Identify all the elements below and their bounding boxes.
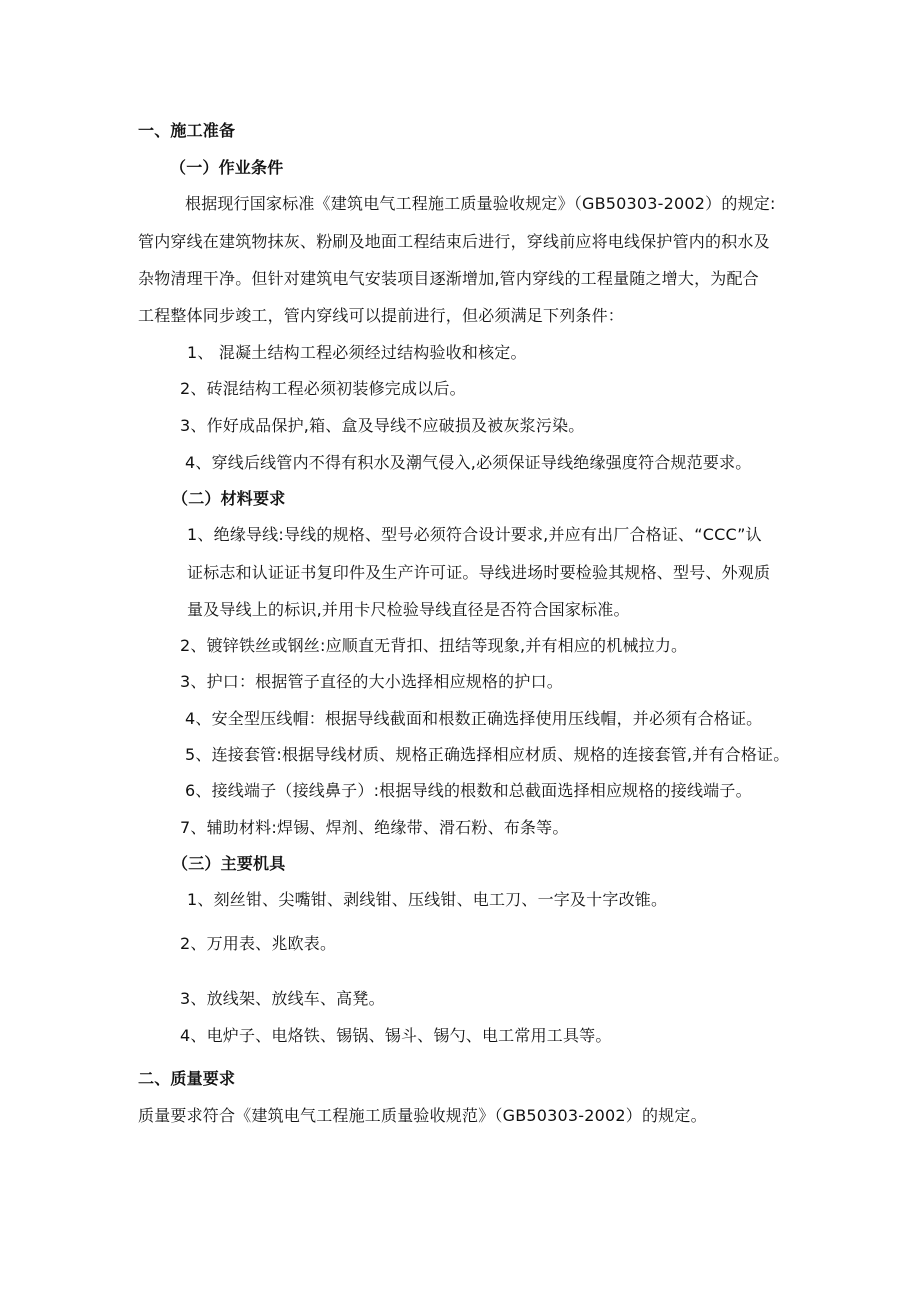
- list-item: 2、砖混结构工程必须初装修完成以后。: [180, 379, 466, 398]
- list-item: 1、刻丝钳、尖嘴钳、剥线钳、压线钳、电工刀、一字及十字改锥。: [187, 890, 668, 909]
- paragraph-line: 根据现行国家标准《建筑电气工程施工质量验收规定》（GB50303-2002）的规定:: [185, 194, 776, 213]
- paragraph-line: 管内穿线在建筑物抹灰、粉刷及地面工程结束后进行，穿线前应将电线保护管内的积水及: [138, 232, 770, 251]
- section-1-heading: 一、施工准备: [138, 121, 236, 140]
- list-item: 4、穿线后线管内不得有积水及潮气侵入,必须保证导线绝缘强度符合规范要求。: [185, 453, 752, 472]
- list-item: 6、接线端子（接线鼻子）:根据导线的根数和总截面选择相应规格的接线端子。: [185, 781, 752, 800]
- list-item-continuation: 量及导线上的标识,并用卡尺检验导线直径是否符合国家标准。: [187, 600, 630, 619]
- list-item: 3、放线架、放线车、高凳。: [180, 989, 385, 1008]
- list-item: 4、安全型压线帽：根据导线截面和根数正确选择使用压线帽，并必须有合格证。: [185, 709, 763, 728]
- paragraph-line: 质量要求符合《建筑电气工程施工质量验收规范》（GB50303-2002）的规定。: [138, 1106, 707, 1125]
- paragraph-line: 杂物清理干净。但针对建筑电气安装项目逐渐增加,管内穿线的工程量随之增大，为配合: [138, 269, 759, 288]
- list-item: 1、 混凝土结构工程必须经过结构验收和核定。: [187, 343, 527, 362]
- list-item-continuation: 证标志和认证证书复印件及生产许可证。导线进场时要检验其规格、型号、外观质: [187, 563, 771, 582]
- subsection-3-heading: （三）主要机具: [172, 854, 286, 873]
- list-item: 1、绝缘导线:导线的规格、型号必须符合设计要求,并应有出厂合格证、“CCC”认: [187, 525, 762, 544]
- list-item: 7、辅助材料:焊锡、焊剂、绝缘带、滑石粉、布条等。: [180, 818, 569, 837]
- list-item: 2、万用表、兆欧表。: [180, 934, 337, 953]
- section-2-heading: 二、质量要求: [138, 1069, 236, 1088]
- list-item: 3、护口：根据管子直径的大小选择相应规格的护口。: [180, 672, 563, 691]
- list-item: 5、连接套管:根据导线材质、规格正确选择相应材质、规格的连接套管,并有合格证。: [185, 745, 790, 764]
- subsection-1-heading: （一）作业条件: [170, 158, 284, 177]
- paragraph-line: 工程整体同步竣工，管内穿线可以提前进行，但必须满足下列条件：: [138, 306, 625, 325]
- subsection-2-heading: （二）材料要求: [172, 489, 286, 508]
- list-item: 4、电炉子、电烙铁、锡锅、锡斗、锡勺、电工常用工具等。: [180, 1026, 612, 1045]
- list-item: 2、镀锌铁丝或钢丝:应顺直无背扣、扭结等现象,并有相应的机械拉力。: [180, 636, 688, 655]
- list-item: 3、作好成品保护,箱、盒及导线不应破损及被灰浆污染。: [180, 416, 585, 435]
